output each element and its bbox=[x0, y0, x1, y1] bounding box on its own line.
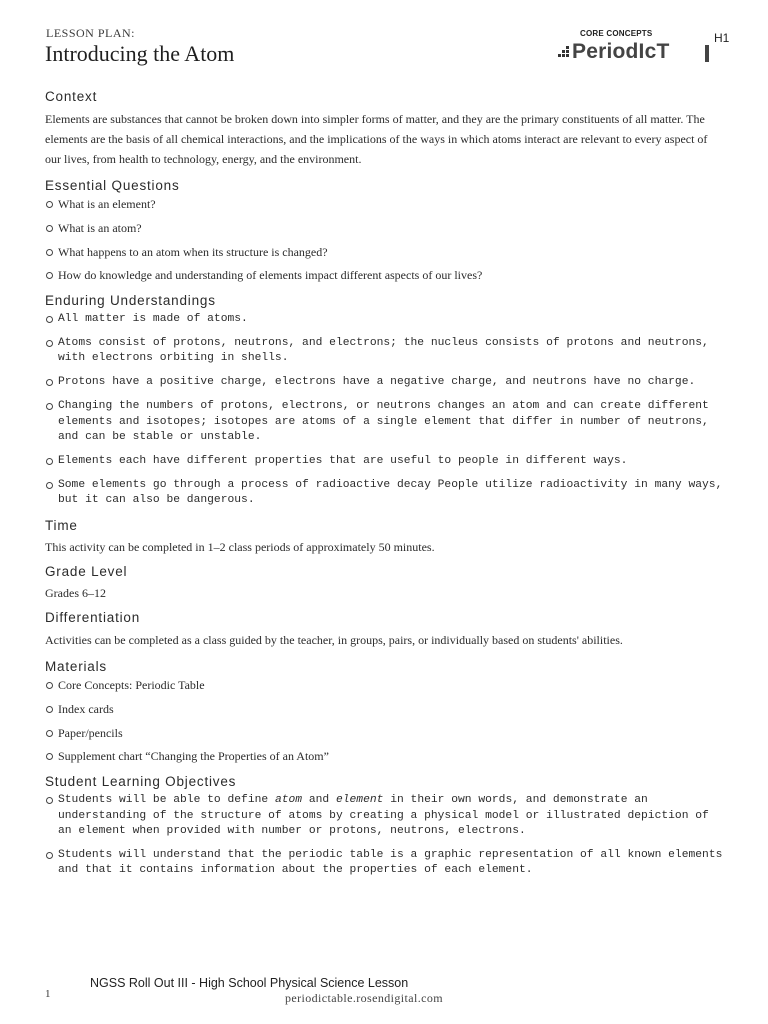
core-concepts-logo bbox=[558, 29, 718, 69]
list-item: Paper/pencils bbox=[45, 726, 725, 742]
list-item: How do knowledge and understanding of elements impact different aspects of our lives? bbox=[45, 268, 725, 284]
list-item: Some elements go through a process of radioactive decay People utilize radioactivity in many ways, but it can also be dangerous. bbox=[45, 478, 725, 509]
periodic-grid-icon bbox=[558, 46, 572, 60]
lesson-content bbox=[45, 88, 725, 887]
objectives-heading: Student Learning Objectives bbox=[45, 774, 237, 790]
list-item: All matter is made of atoms. bbox=[45, 312, 725, 328]
list-item: What is an atom? bbox=[45, 221, 725, 237]
list-item: Protons have a positive charge, electrons have a negative charge, and neutrons have no charge. bbox=[45, 375, 725, 391]
term-element: element bbox=[335, 794, 384, 807]
list-item: Supplement chart “Changing the Properties of an Atom” bbox=[45, 749, 725, 765]
logo-core-concepts-text: CORE CONCEPTS bbox=[580, 29, 653, 38]
grade-level-text: Grades 6–12 bbox=[45, 585, 106, 600]
list-item: Changing the numbers of protons, electrons, or neutrons changes an atom and can create different elements and isotopes; isotopes are atoms of a single element that differ in number of neutrons, and can be stable or unstable. bbox=[45, 399, 725, 446]
list-item: Students will be able to define atom and element in their own words, and demonstrate an understanding of the structure of atoms by creating a physical model or illustrated depiction of an element when provided with number or protons, neutrons, electrons. bbox=[45, 793, 725, 840]
differentiation-text: Activities can be completed as a class guided by the teacher, in groups, pairs, or individually based on students' abilities. bbox=[45, 632, 623, 647]
list-item: Index cards bbox=[45, 702, 725, 718]
logo-wordmark: PeriodIcT bbox=[572, 40, 670, 63]
list-item: Atoms consist of protons, neutrons, and electrons; the nucleus consists of protons and neutrons, with electrons orbiting in shells. bbox=[45, 336, 725, 367]
footer-course: NGSS Roll Out III - High School Physical Science Lesson bbox=[90, 976, 409, 990]
list-item: Elements each have different properties that are useful to people in different ways. bbox=[45, 454, 725, 470]
logo-bar bbox=[705, 45, 709, 62]
differentiation-heading: Differentiation bbox=[45, 609, 141, 625]
materials-list bbox=[45, 678, 725, 765]
lesson-code: H1 bbox=[714, 31, 730, 45]
list-item: Core Concepts: Periodic Table bbox=[45, 678, 725, 694]
enduring-understandings-heading: Enduring Understandings bbox=[45, 293, 216, 309]
term-atom: atom bbox=[274, 794, 303, 807]
time-heading: Time bbox=[45, 517, 78, 533]
footer-site: periodictable.rosendigital.com bbox=[285, 991, 443, 1005]
essential-questions-list bbox=[45, 197, 725, 284]
materials-heading: Materials bbox=[45, 658, 107, 674]
time-text: This activity can be completed in 1–2 class periods of approximately 50 minutes. bbox=[45, 539, 435, 554]
list-item: What happens to an atom when its structure is changed? bbox=[45, 245, 725, 261]
context-heading: Context bbox=[45, 89, 98, 104]
page-title: Introducing the Atom bbox=[45, 41, 235, 66]
context-text: Elements are substances that cannot be broken down into simpler forms of matter, and they are the primary constituents of all matter. The elements are the basis of all chemical interactions, and the implications of the ways in which atoms interact are relevant to every aspect of our lives, from health to technology, energy, and the environment. bbox=[45, 112, 708, 166]
objectives-list bbox=[45, 793, 725, 879]
essential-questions-heading: Essential Questions bbox=[45, 178, 180, 193]
list-item: Students will understand that the periodic table is a graphic representation of all known elements and that it contains information about the properties of each element. bbox=[45, 848, 725, 879]
enduring-understandings-list bbox=[45, 312, 725, 508]
page-number: 1 bbox=[45, 988, 51, 1000]
lesson-plan-label: LESSON PLAN: bbox=[46, 26, 136, 40]
list-item: What is an element? bbox=[45, 197, 725, 213]
grade-level-heading: Grade Level bbox=[45, 563, 128, 579]
